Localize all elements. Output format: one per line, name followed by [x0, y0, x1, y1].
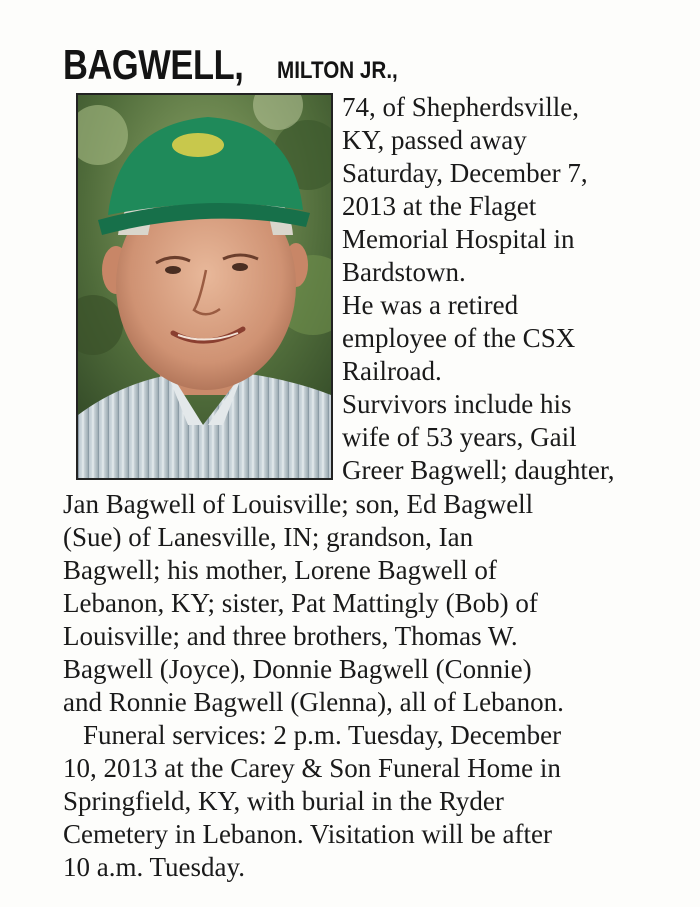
text-line: Louisville; and three brothers, Thomas W. [63, 621, 518, 651]
text-line: Saturday, December 7, [342, 158, 588, 188]
text-line: Bagwell; his mother, Lorene Bagwell of [63, 555, 497, 585]
text-line: Springfield, KY, with burial in the Ryder [63, 786, 504, 816]
obituary-headline [63, 41, 398, 88]
text-line: (Sue) of Lanesville, IN; grandson, Ian [63, 522, 474, 552]
text-line: Bardstown. [342, 257, 466, 287]
text-line: Bagwell (Joyce), Donnie Bagwell (Connie) [63, 654, 532, 684]
text-line: wife of 53 years, Gail [342, 422, 577, 452]
text-line: KY, passed away [342, 125, 527, 155]
text-line: Jan Bagwell of Louisville; son, Ed Bagwell [63, 489, 534, 519]
text-line: Railroad. [342, 356, 442, 386]
text-line: Greer Bagwell; daughter, [342, 455, 615, 485]
text-line: Funeral services: 2 p.m. Tuesday, December [83, 720, 562, 750]
text-line: and Ronnie Bagwell (Glenna), all of Lebanon. [63, 687, 564, 717]
surname: BAGWELL, [63, 41, 244, 88]
text-line: employee of the CSX [342, 323, 576, 353]
text-line: 2013 at the Flaget [342, 191, 537, 221]
text-line: Cemetery in Lebanon. Visitation will be after [63, 819, 552, 849]
text-line: He was a retired [342, 290, 519, 320]
text-line: Survivors include his [342, 389, 572, 419]
text-line: 10 a.m. Tuesday. [63, 852, 246, 882]
text-line: Memorial Hospital in [342, 224, 575, 254]
given-name: MILTON JR., [277, 57, 398, 84]
text-line: 10, 2013 at the Carey & Son Funeral Home in [63, 753, 561, 783]
portrait-photo [76, 93, 333, 480]
text-line: 74, of Shepherdsville, [342, 92, 579, 122]
text-line: Lebanon, KY; sister, Pat Mattingly (Bob) of [63, 588, 538, 618]
